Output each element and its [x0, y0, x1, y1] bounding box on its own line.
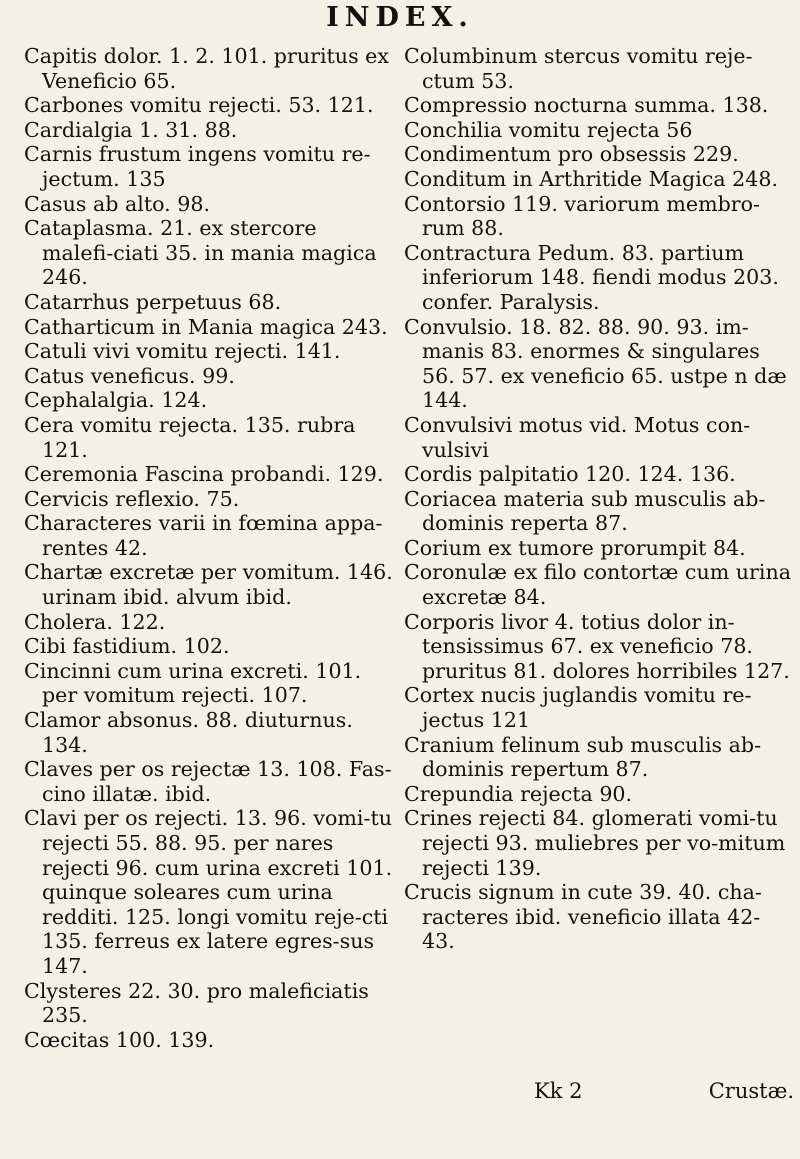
- index-entry: Capitis dolor. 1. 2. 101. pruritus ex Veneficio 65.: [24, 44, 389, 93]
- index-entry: Carnis frustum ingens vomitu re-jectum. 135: [24, 142, 371, 191]
- index-entry: Casus ab alto. 98.: [24, 191, 211, 216]
- signature-mark: Kk 2: [534, 1079, 583, 1103]
- index-entry: Cœcitas 100. 139.: [24, 1027, 215, 1052]
- right-column: [404, 44, 792, 954]
- index-entry: Cardialgia 1. 31. 88.: [24, 117, 238, 142]
- index-entry: Cincinni cum urina excreti. 101. per vomitum rejecti. 107.: [24, 658, 362, 708]
- index-entry: Contorsio 119. variorum membro-rum 88.: [404, 191, 760, 241]
- index-entry: Catuli vivi vomitu rejecti. 141.: [24, 339, 341, 364]
- page-header: INDEX.: [326, 2, 474, 33]
- index-entry: Corium ex tumore prorumpit 84.: [404, 535, 746, 560]
- index-entry: Conditum in Arthritide Magica 248.: [404, 166, 779, 191]
- index-entry: Cortex nucis juglandis vomitu re-jectus 121: [404, 683, 752, 733]
- index-entry: Cataplasma. 21. ex stercore malefi-ciati 35. in mania magica 246.: [24, 216, 377, 290]
- index-entry: Clysteres 22. 30. pro maleficiatis 235.: [24, 978, 369, 1028]
- index-entry: Coronulæ ex filo contortæ cum urina excretæ 84.: [404, 560, 792, 610]
- catchword: Crustæ.: [708, 1079, 794, 1103]
- index-entry: Catus veneficus. 99.: [24, 363, 235, 388]
- index-entry: Convulsio. 18. 82. 88. 90. 93. im-manis 83. enormes & singulares 56. 57. ex veneficio 65. ustpe n dæ 144.: [404, 314, 787, 413]
- index-entry: Cera vomitu rejecta. 135. rubra 121.: [24, 412, 356, 462]
- index-entry: Cibi fastidium. 102.: [24, 634, 230, 659]
- index-entry: Catharticum in Mania magica 243.: [24, 314, 388, 339]
- page-footer: [534, 1079, 794, 1103]
- index-entry: Convulsivi motus vid. Motus con-vulsivi: [404, 412, 751, 462]
- index-entry: Cordis palpitatio 120. 124. 136.: [404, 462, 736, 487]
- index-entry: Crines rejecti 84. glomerati vomi-tu rejecti 93. muliebres per vo-mitum rejecti 139.: [404, 806, 786, 880]
- index-entry: Cholera. 122.: [24, 609, 166, 634]
- index-entry: Contractura Pedum. 83. partium inferiorum 148. fiendi modus 203. confer. Paralysis.: [404, 240, 779, 314]
- index-entry: Cervicis reflexio. 75.: [24, 486, 240, 511]
- index-entry: Ceremonia Fascina probandi. 129.: [24, 462, 384, 487]
- index-entry: Corporis livor 4. totius dolor in-tensissimus 67. ex veneficio 78. pruritus 81. dolores horribiles 127.: [404, 609, 790, 683]
- left-column: [24, 44, 394, 1052]
- index-entry: Claves per os rejectæ 13. 108. Fas-cino illatæ. ibid.: [24, 757, 392, 806]
- index-entry: Clavi per os rejecti. 13. 96. vomi-tu rejecti 55. 88. 95. per nares rejecti 96. cum urina excreti 101. quinque soleares cum urina redditi. 125. longi vomitu reje-cti 135. ferreus ex latere egres-sus 147.: [24, 806, 393, 978]
- index-entry: Cranium felinum sub musculis ab-dominis repertum 87.: [404, 732, 762, 782]
- index-entry: Carbones vomitu rejecti. 53. 121.: [24, 93, 374, 118]
- index-entry: Chartæ excretæ per vomitum. 146. urinam ibid. alvum ibid.: [24, 560, 393, 610]
- index-entry: Crepundia rejecta 90.: [404, 781, 633, 806]
- index-entry: Condimentum pro obsessis 229.: [404, 142, 739, 167]
- index-entry: Columbinum stercus vomitu reje-ctum 53.: [404, 44, 753, 93]
- index-entry: Crucis signum in cute 39. 40. cha-racteres ibid. veneficio illata 42-43.: [404, 880, 762, 954]
- index-entry: Conchilia vomitu rejecta 56: [404, 117, 693, 142]
- index-entry: Clamor absonus. 88. diuturnus. 134.: [24, 708, 353, 757]
- index-entry: Cephalalgia. 124.: [24, 388, 208, 413]
- index-entry: Compressio nocturna summa. 138.: [404, 93, 769, 118]
- index-entry: Coriacea materia sub musculis ab-dominis reperta 87.: [404, 486, 766, 536]
- index-entry: Catarrhus perpetuus 68.: [24, 289, 282, 314]
- index-entry: Characteres varii in fœmina appa-rentes 42.: [24, 511, 383, 560]
